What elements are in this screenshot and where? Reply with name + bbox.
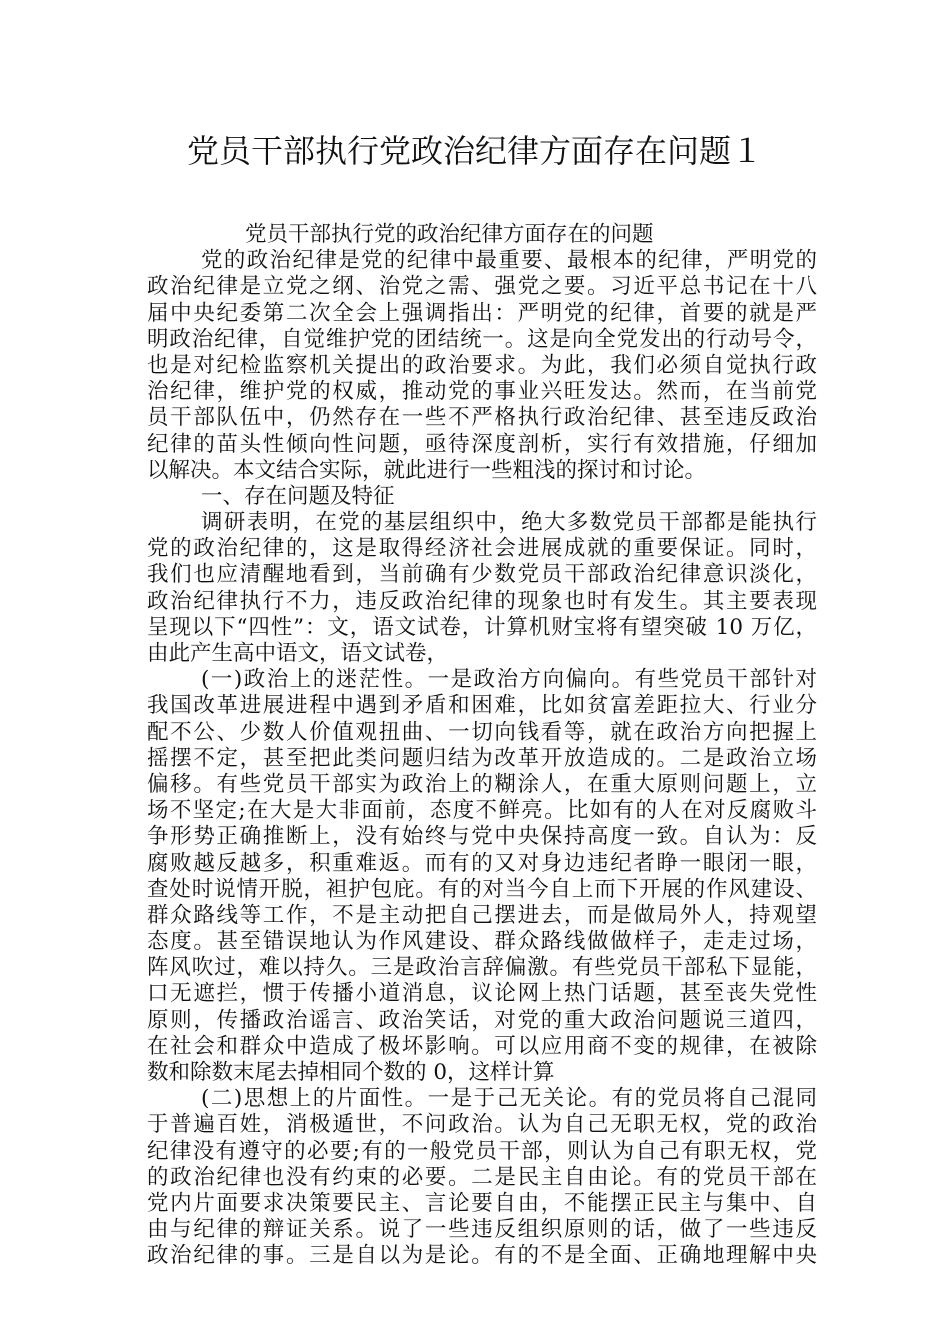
text-line: 党的政治纪律是党的纪律中最重要、最根本的纪律，严明党的 (201, 248, 817, 274)
text-line: 以解决。本文结合实际，就此进行一些粗浅的探讨和讨论。 (147, 457, 707, 483)
text-line: 口无遮拦，惯于传播小道消息，议论网上热门话题，甚至丧失党性 (147, 981, 817, 1007)
text-line: (二)思想上的片面性。一是于己无关论。有的党员将自己混同 (201, 1086, 817, 1112)
text-line: 员干部队伍中，仍然存在一些不严格执行政治纪律、甚至违反政治 (147, 405, 817, 431)
text-line: 纪律没有遵守的必要;有的一般党员干部，则认为自己有职无权，党 (147, 1138, 817, 1164)
text-line: 明政治纪律，自觉维护党的团结统一。这是向全党发出的行动号令， (147, 326, 817, 352)
text-line: 治纪律，维护党的权威，推动党的事业兴旺发达。然而，在当前党 (147, 379, 817, 405)
document-subtitle: 党员干部执行党的政治纪律方面存在的问题 (245, 222, 654, 247)
text-line: 政治纪律是立党之纲、治党之需、强党之要。习近平总书记在十八 (147, 274, 817, 300)
text-line: 由与纪律的辩证关系。说了一些违反组织原则的话，做了一些违反 (147, 1217, 817, 1243)
text-line: 也是对纪检监察机关提出的政治要求。为此，我们必须自觉执行政 (147, 352, 817, 378)
text-line: 配不公、少数人价值观扭曲、一切向钱看等，就在政治方向把握上 (147, 719, 817, 745)
text-line: 阵风吹过，难以持久。三是政治言辞偏激。有些党员干部私下显能， (147, 955, 817, 981)
text-line: 一、存在问题及特征 (201, 483, 395, 509)
document-title: 党员干部执行党政治纪律方面存在问题１ (186, 132, 763, 170)
text-line: 的政治纪律也没有约束的必要。二是民主自由论。有的党员干部在 (147, 1164, 817, 1190)
text-line: 腐败越反越多，积重难返。而有的又对身边违纪者睁一眼闭一眼， (147, 850, 817, 876)
text-line: 数和除数末尾去掉相同个数的 0，这样计算 (147, 1060, 555, 1085)
text-line: 届中央纪委第二次全会上强调指出：严明党的纪律，首要的就是严 (147, 300, 817, 326)
text-line: 由此产生高中语文，语文试卷， (147, 641, 449, 666)
text-line: 我国改革进展进程中遇到矛盾和困难，比如贫富差距拉大、行业分 (147, 693, 817, 719)
text-line: (一)政治上的迷茫性。一是政治方向偏向。有些党员干部针对 (201, 667, 817, 693)
text-line: 纪律的苗头性倾向性问题，亟待深度剖析，实行有效措施，仔细加 (147, 431, 817, 457)
text-line: 党的政治纪律的，这是取得经济社会进展成就的重要保证。同时， (147, 536, 817, 562)
text-line: 群众路线等工作，不是主动把自己摆进去，而是做局外人，持观望 (147, 902, 817, 928)
text-line: 争形势正确推断上，没有始终与党中央保持高度一致。自认为：反 (147, 824, 817, 850)
text-line: 原则，传播政治谣言、政治笑话，对党的重大政治问题说三道四， (147, 1007, 817, 1033)
text-line: 查处时说情开脱，袒护包庇。有的对当今自上而下开展的作风建设、 (147, 876, 817, 902)
text-line: 在社会和群众中造成了极坏影响。可以应用商不变的规律，在被除 (147, 1033, 817, 1059)
text-line: 我们也应清醒地看到，当前确有少数党员干部政治纪律意识淡化， (147, 562, 817, 588)
text-line: 偏移。有些党员干部实为政治上的糊涂人，在重大原则问题上，立 (147, 771, 817, 797)
text-line: 党内片面要求决策要民主、言论要自由，不能摆正民主与集中、自 (147, 1190, 817, 1216)
text-line: 场不坚定;在大是大非面前，态度不鲜亮。比如有的人在对反腐败斗 (147, 798, 817, 824)
text-line: 呈现以下“四性”：文，语文试卷，计算机财宝将有望突破 10 万亿， (147, 614, 817, 640)
text-line: 政治纪律执行不力，违反政治纪律的现象也时有发生。其主要表现 (147, 588, 817, 614)
text-line: 态度。甚至错误地认为作风建设、群众路线做做样子，走走过场， (147, 929, 817, 955)
text-line: 政治纪律的事。三是自以为是论。有的不是全面、正确地理解中央 (147, 1243, 817, 1269)
text-line: 调研表明，在党的基层组织中，绝大多数党员干部都是能执行 (201, 510, 817, 536)
document-body (147, 222, 817, 1270)
text-line: 于普遍百姓，消极遁世，不问政治。认为自己无职无权，党的政治 (147, 1112, 817, 1138)
text-line: 摇摆不定，甚至把此类问题归结为改革开放造成的。二是政治立场 (147, 745, 817, 771)
